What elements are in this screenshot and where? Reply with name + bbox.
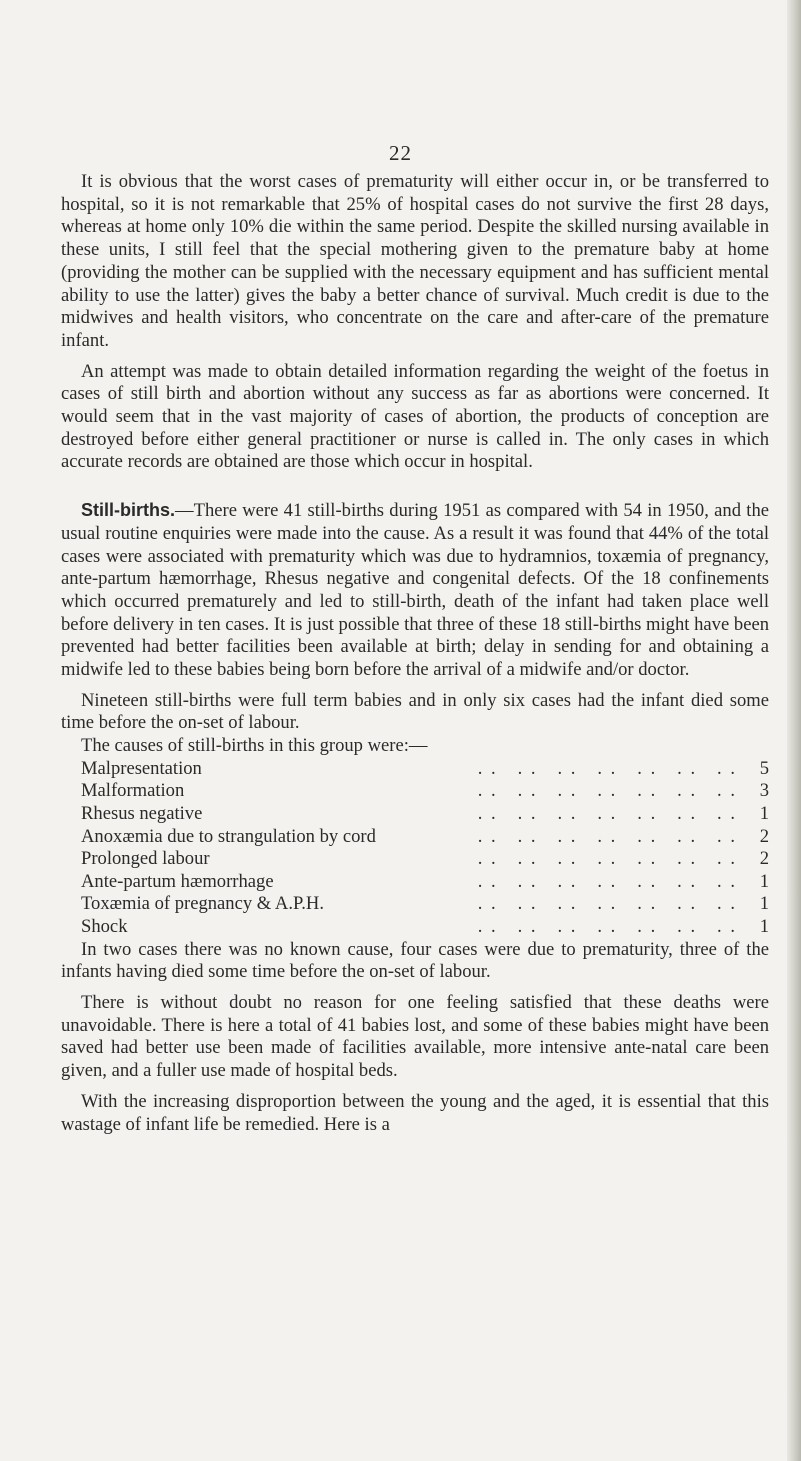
cause-row [81,871,769,894]
cause-count: 1 [759,893,769,915]
cause-row [81,848,769,871]
causes-list [81,758,769,939]
leader-dots: . . . . . . . . . . . . . . [477,893,737,915]
cause-row [81,916,769,939]
cause-row [81,893,769,916]
section-heading-stillbirths: Still-births. [81,500,175,521]
leader-dots: . . . . . . . . . . . . . . [477,780,737,802]
paragraph-disproportion: With the increasing disproportion between the young and the aged, it is essential that this wastage of infant life be remedied. Here is a [61,1090,769,1135]
leader-dots: . . . . . . . . . . . . . . [477,870,737,892]
page-number: 22 [389,141,412,165]
cause-row [81,826,769,849]
cause-count: 1 [759,803,769,825]
cause-label: Malformation [81,780,185,802]
cause-count: 3 [759,780,769,802]
leader-dots: . . . . . . . . . . . . . . [477,916,737,938]
paragraph-foetus-weight: An attempt was made to obtain detailed information regarding the weight of the foetus in cases of still birth and abortion without any success as far as abortions were concerned. It would seem that in the vast majority of cases of abortion, the products of conception are destroyed before either general practitioner or nurse is called in. The only cases in which accurate records are obtained are those which occur in hospital. [61,360,769,473]
paragraph-no-known-cause: In two cases there was no known cause, four cases were due to prematurity, three of the infants having died some time before the on-set of labour. [61,938,769,983]
cause-row [81,780,769,803]
causes-intro: The causes of still-births in this group were:— [81,735,428,757]
paragraph-full-term: Nineteen still-births were full term babies and in only six cases had the infant died some time before the on-set of labour. [61,689,769,734]
leader-dots: . . . . . . . . . . . . . . [477,848,737,870]
paragraph-prematurity: It is obvious that the worst cases of prematurity will either occur in, or be transferred to hospital, so it is not remarkable that 25% of hospital cases do not survive the first 28 days, whereas at home only 10% die within the same period. Despite the skilled nursing available in these units, I still feel that the special mothering given to the premature baby at home (providing the mother can be supplied with the necessary equipment and has sufficient mental ability to use the latter) gives the baby a better chance of survival. Much credit is due to the midwives and health visitors, who concentrate on the care and after-care of the premature infant. [61,171,769,351]
cause-row [81,803,769,826]
cause-label: Anoxæmia due to strangulation by cord [81,825,376,847]
cause-label: Prolonged labour [81,848,210,870]
cause-label: Toxæmia of pregnancy & A.P.H. [81,893,324,915]
cause-count: 5 [759,757,769,779]
cause-count: 2 [759,848,769,870]
cause-label: Rhesus negative [81,803,203,825]
leader-dots: . . . . . . . . . . . . . . [477,803,737,825]
cause-count: 2 [759,825,769,847]
cause-label: Shock [81,916,128,938]
page-edge-shadow [787,0,801,1461]
cause-label: Malpresentation [81,757,202,779]
paragraph-stillbirths [61,499,769,682]
stillbirths-text: —There were 41 still-births during 1951 as compared with 54 in 1950, and the usual routine enquiries were made into the cause. As a result it was found that 44% of the total cases were associated with prematurity which was due to hydramnios, toxæmia of pregnancy, ante-partum hæmorrhage, Rhesus negative and congenital defects. Of the 18 confinements which occurred prematurely and led to still-birth, death of the infant had taken place well before delivery in ten cases. It is just possible that three of these 18 still-births might have been prevented had better facilities been available at birth; delay in sending for and obtaining a midwife led to these babies being born before the arrival of a midwife and/or doctor. [61,500,769,681]
leader-dots: . . . . . . . . . . . . . . [477,825,737,847]
cause-count: 1 [759,870,769,892]
cause-count: 1 [759,916,769,938]
cause-row [81,758,769,781]
leader-dots: . . . . . . . . . . . . . . [477,757,737,779]
paragraph-unavoidable: There is without doubt no reason for one feeling satisfied that these deaths were unavoidable. There is here a total of 41 babies lost, and some of these babies might have been saved had better use been made of facilities available, more intensive ante-natal care been given, and a fuller use made of hospital beds. [61,992,769,1082]
page-body [61,171,769,1136]
cause-label: Ante-partum hæmorrhage [81,870,274,892]
